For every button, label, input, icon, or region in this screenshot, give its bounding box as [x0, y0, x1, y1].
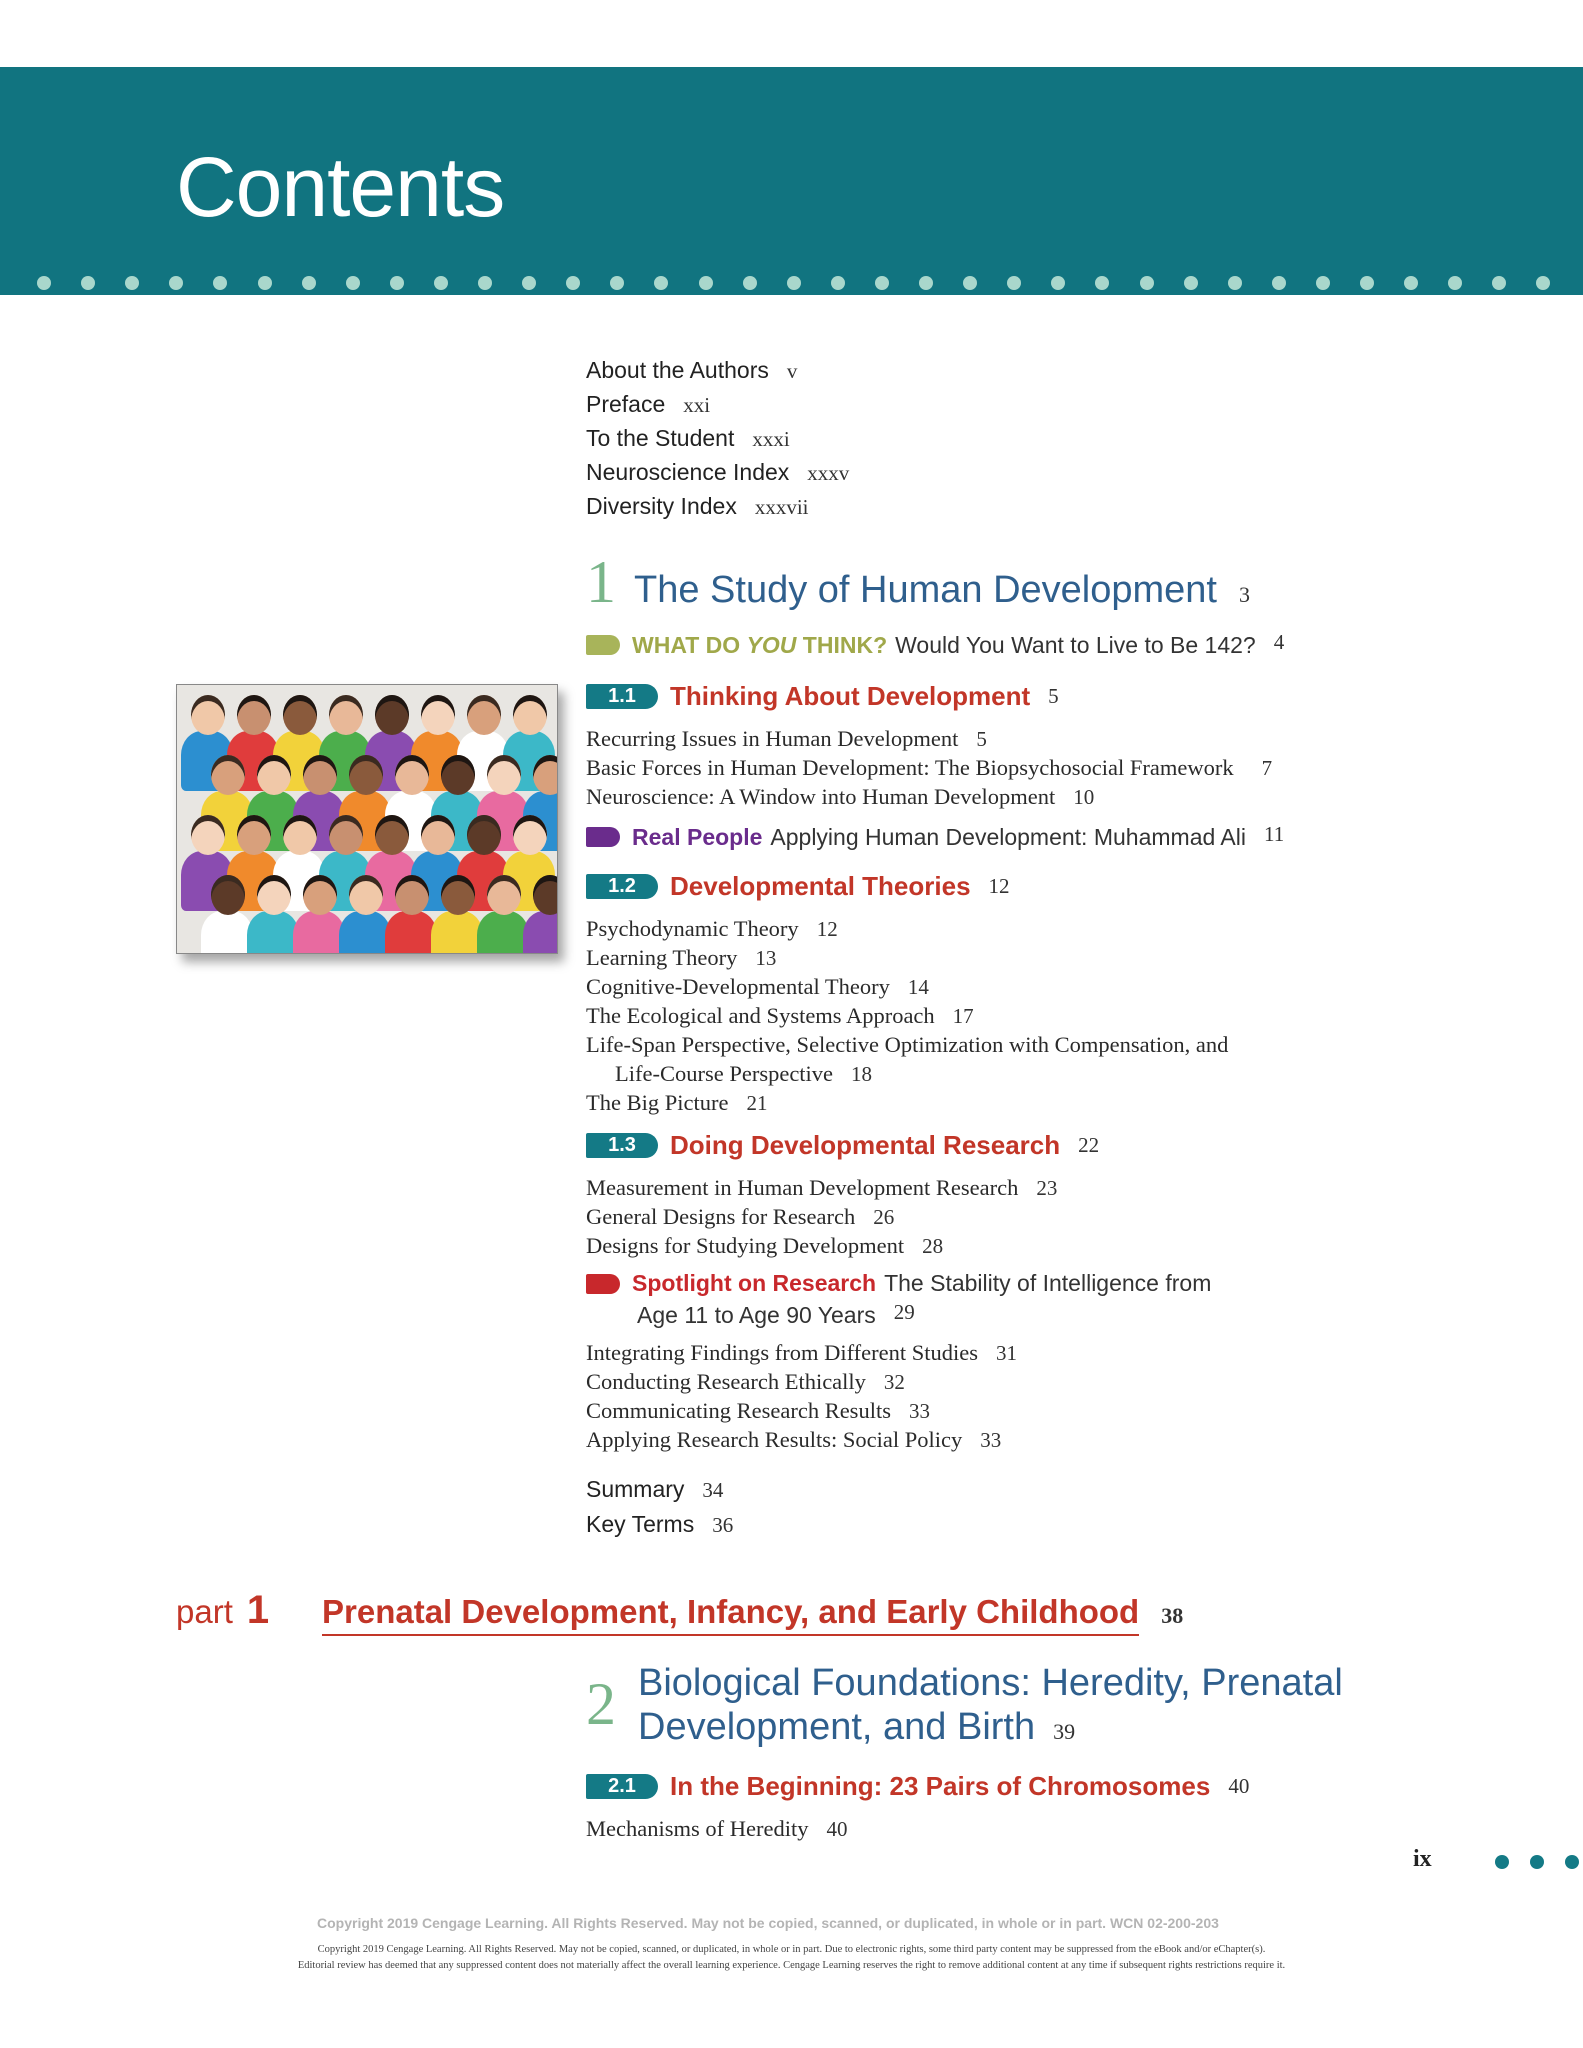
section-badge: 1.1 [586, 684, 658, 709]
toc-entry[interactable] [586, 425, 790, 452]
entry-page: 17 [952, 1004, 974, 1028]
toc-entry[interactable] [586, 1090, 767, 1116]
entry-label: The Big Picture [586, 1090, 729, 1115]
section-page: 22 [1078, 1133, 1100, 1157]
entry-label: Life-Span Perspective, Selective Optimization with Compensation, and [586, 1032, 1229, 1057]
photo-person-body [201, 911, 253, 954]
folio-dot [1495, 1855, 1509, 1869]
chapter-title-line1[interactable]: Biological Foundations: Heredity, Prenatal [638, 1662, 1343, 1704]
photo-person-head [441, 755, 475, 795]
photo-person-head [441, 875, 475, 915]
entry-page: v [786, 359, 798, 383]
crowd-photo [176, 684, 558, 954]
photo-person-head [329, 695, 363, 735]
copyright-footnote-line: Copyright 2019 Cengage Learning. All Rights Reserved. May not be copied, scanned, or duplicated, in whole or in part. Due to electronic rights, some third party content may be suppressed from the eBook and/or eChapter(s). [317, 1944, 1266, 1955]
photo-person-body [431, 911, 483, 954]
entry-label: Summary [586, 1476, 685, 1502]
section-badge: 2.1 [586, 1774, 658, 1799]
feature-page: 11 [1263, 822, 1285, 846]
photo-person-head [211, 875, 245, 915]
page-title: Contents [176, 140, 505, 234]
feature-tag-icon [586, 1274, 620, 1294]
entry-label: Learning Theory [586, 945, 738, 970]
photo-person-body [523, 911, 558, 954]
entry-label: Integrating Findings from Different Studies [586, 1340, 979, 1365]
banner-dot [654, 276, 668, 290]
toc-entry[interactable] [586, 1340, 1017, 1366]
entry-page: xxxi [752, 427, 790, 451]
toc-entry[interactable] [586, 945, 776, 971]
banner-dot [125, 276, 139, 290]
banner-dot [919, 276, 933, 290]
entry-label: Basic Forces in Human Development: The Biopsychosocial Framework [586, 755, 1234, 780]
photo-person-head [257, 875, 291, 915]
banner-dot [610, 276, 624, 290]
chapter-1-heading[interactable] [586, 548, 1250, 617]
banner-dot [1051, 276, 1065, 290]
banner-dot [522, 276, 536, 290]
section-title: Doing Developmental Research [670, 1130, 1061, 1160]
banner-dot [81, 276, 95, 290]
banner-dot [1140, 276, 1154, 290]
banner-dot [346, 276, 360, 290]
entry-page: 32 [883, 1370, 905, 1394]
part-1-heading[interactable] [176, 1588, 269, 1633]
part-page: 38 [1161, 1603, 1184, 1628]
photo-person-head [513, 815, 547, 855]
section-title: Developmental Theories [670, 871, 971, 901]
entry-page: xxi [683, 393, 711, 417]
photo-person-head [513, 695, 547, 735]
what-do-you-think-feature[interactable] [586, 630, 1284, 659]
entry-label: Mechanisms of Heredity [586, 1816, 809, 1841]
banner-dot [831, 276, 845, 290]
part-label: part [176, 1593, 233, 1630]
part-1-title-row[interactable] [322, 1593, 1183, 1631]
feature-label: THINK? [796, 631, 888, 658]
chapter-number: 1 [586, 549, 616, 615]
photo-person-head [329, 815, 363, 855]
chapter-title-line2: Development, and Birth [638, 1706, 1036, 1748]
photo-person-head [421, 815, 455, 855]
section-title: Thinking About Development [670, 681, 1031, 711]
toc-entry[interactable] [586, 459, 849, 486]
photo-person-head [395, 875, 429, 915]
entry-page: 10 [1073, 785, 1095, 809]
banner-dot [875, 276, 889, 290]
banner-dot [1492, 276, 1506, 290]
banner-dot [390, 276, 404, 290]
entry-label: Communicating Research Results [586, 1398, 891, 1423]
photo-person-head [237, 815, 271, 855]
photo-person-body [477, 911, 529, 954]
photo-person-head [257, 755, 291, 795]
entry-page: 21 [746, 1091, 768, 1115]
banner-dot [302, 276, 316, 290]
copyright-notice: Copyright 2019 Cengage Learning. All Rights Reserved. May not be copied, scanned, or duplicated, in whole or in part. WCN 02-200-203 [317, 1915, 1219, 1931]
entry-page: 7 [1261, 756, 1273, 780]
contents-banner [0, 67, 1583, 295]
part-number: 1 [246, 1588, 270, 1632]
toc-entry-continuation[interactable] [615, 1061, 872, 1087]
entry-page: 18 [851, 1062, 873, 1086]
feature-page: 4 [1273, 630, 1285, 654]
toc-entry[interactable] [586, 1816, 847, 1842]
toc-entry[interactable] [586, 1003, 974, 1029]
feature-tag-icon [586, 635, 620, 655]
toc-entry[interactable] [586, 1369, 905, 1395]
banner-dot [1316, 276, 1330, 290]
toc-entry[interactable] [586, 357, 797, 384]
feature-label: WHAT DO [632, 631, 747, 658]
entry-page: 23 [1036, 1176, 1058, 1200]
feature-label-emphasis: YOU [746, 631, 797, 658]
section-badge: 1.2 [586, 874, 658, 899]
photo-person-body [247, 911, 299, 954]
entry-label: Preface [586, 391, 666, 417]
toc-entry[interactable] [586, 974, 929, 1000]
photo-person-head [283, 815, 317, 855]
section-badge: 1.3 [586, 1133, 658, 1158]
entry-label: Recurring Issues in Human Development [586, 726, 959, 751]
photo-person-head [349, 755, 383, 795]
entry-page: xxxv [807, 461, 850, 485]
folio-dot [1530, 1855, 1544, 1869]
toc-entry[interactable] [586, 391, 710, 418]
banner-dot [1184, 276, 1198, 290]
banner-dot [1007, 276, 1021, 290]
feature-label: Real People [632, 823, 763, 850]
entry-page: 13 [755, 946, 777, 970]
toc-entry[interactable] [586, 784, 1094, 810]
toc-entry[interactable] [586, 1398, 930, 1424]
entry-label: To the Student [586, 425, 735, 451]
chapter-number: 2 [586, 1671, 616, 1737]
photo-person-head [467, 815, 501, 855]
feature-text: Would You Want to Live to Be 142? [895, 631, 1256, 658]
banner-dot [1536, 276, 1550, 290]
banner-dot [1404, 276, 1418, 290]
entry-label: Psychodynamic Theory [586, 916, 799, 941]
chapter-title: The Study of Human Development [634, 569, 1217, 611]
section-1-3[interactable] [586, 1130, 1099, 1161]
copyright-footnote-line: Editorial review has deemed that any suppressed content does not materially affect the overall learning experience. Cengage Learning reserves the right to remove additional content at any time if subsequent rights restrictions require it. [297, 1960, 1286, 1971]
toc-entry[interactable] [586, 916, 838, 942]
entry-page: xxxvii [754, 495, 809, 519]
banner-dot [1448, 276, 1462, 290]
entry-label: The Ecological and Systems Approach [586, 1003, 935, 1028]
photo-person-head [237, 695, 271, 735]
entry-label: Diversity Index [586, 493, 737, 519]
photo-person-head [283, 695, 317, 735]
entry-page: 12 [816, 917, 838, 941]
photo-person-head [375, 695, 409, 735]
banner-dot [37, 276, 51, 290]
page-folio: ix [1413, 1846, 1432, 1872]
section-page: 40 [1228, 1774, 1250, 1798]
spotlight-feature-continuation[interactable] [637, 1300, 915, 1329]
part-title: Prenatal Development, Infancy, and Early Childhood [322, 1593, 1139, 1636]
entry-label: Key Terms [586, 1511, 695, 1537]
banner-dot [434, 276, 448, 290]
entry-label: Measurement in Human Development Research [586, 1175, 1019, 1200]
toc-entry[interactable] [586, 755, 1272, 781]
toc-entry[interactable] [586, 1204, 894, 1230]
entry-page: 31 [996, 1341, 1018, 1365]
banner-dot [1095, 276, 1109, 290]
toc-entry[interactable] [586, 1175, 1057, 1201]
real-people-feature[interactable] [586, 822, 1284, 851]
photo-person-head [303, 875, 337, 915]
toc-entry[interactable] [586, 1511, 733, 1538]
photo-person-head [349, 875, 383, 915]
section-1-2[interactable] [586, 871, 1010, 902]
photo-person-head [191, 695, 225, 735]
banner-dot [963, 276, 977, 290]
toc-entry[interactable] [586, 493, 809, 520]
banner-dot [1272, 276, 1286, 290]
entry-label: Applying Research Results: Social Policy [586, 1427, 963, 1452]
entry-label: Life-Course Perspective [615, 1061, 834, 1086]
banner-dot [1228, 276, 1242, 290]
photo-person-head [467, 695, 501, 735]
chapter-2-title-line2[interactable] [638, 1706, 1075, 1749]
banner-dot [258, 276, 272, 290]
photo-person-head [395, 755, 429, 795]
entry-label: Cognitive-Developmental Theory [586, 974, 890, 999]
section-page: 12 [988, 874, 1010, 898]
entry-page: 14 [907, 975, 929, 999]
toc-entry[interactable] [586, 1233, 943, 1259]
entry-label: Neuroscience Index [586, 459, 790, 485]
banner-dot [1360, 276, 1374, 290]
feature-text: Applying Human Development: Muhammad Ali [770, 823, 1246, 850]
photo-person-head [375, 815, 409, 855]
entry-label: Neuroscience: A Window into Human Development [586, 784, 1056, 809]
banner-dot [213, 276, 227, 290]
feature-page: 29 [893, 1300, 915, 1324]
banner-dot-row [0, 276, 1583, 290]
spotlight-feature[interactable] [586, 1270, 1211, 1297]
entry-label: General Designs for Research [586, 1204, 856, 1229]
chapter-page: 39 [1053, 1719, 1076, 1744]
feature-tag-icon [586, 827, 620, 847]
entry-label: Designs for Studying Development [586, 1233, 905, 1258]
banner-dot [743, 276, 757, 290]
entry-label: Conducting Research Ethically [586, 1369, 866, 1394]
banner-dot [787, 276, 801, 290]
photo-person-head [211, 755, 245, 795]
entry-page: 26 [873, 1205, 895, 1229]
banner-dot [169, 276, 183, 290]
entry-label: About the Authors [586, 357, 769, 383]
toc-entry[interactable] [586, 1427, 1001, 1453]
folio-dot [1565, 1855, 1579, 1869]
photo-person-body [293, 911, 345, 954]
photo-person-body [339, 911, 391, 954]
photo-person-head [191, 815, 225, 855]
photo-person-head [487, 875, 521, 915]
toc-entry[interactable] [586, 1032, 1228, 1058]
chapter-page: 3 [1238, 582, 1250, 607]
feature-text: Age 11 to Age 90 Years [637, 1301, 876, 1328]
entry-page: 33 [980, 1428, 1002, 1452]
section-title: In the Beginning: 23 Pairs of Chromosomes [670, 1771, 1211, 1801]
photo-person-body [385, 911, 437, 954]
feature-label: Spotlight on Research [632, 1270, 877, 1296]
section-1-1[interactable] [586, 681, 1059, 712]
toc-entry[interactable] [586, 726, 987, 752]
section-page: 5 [1048, 684, 1059, 708]
entry-page: 36 [712, 1513, 734, 1537]
banner-dot [566, 276, 580, 290]
entry-page: 40 [826, 1817, 848, 1841]
entry-page: 5 [976, 727, 987, 751]
feature-text: The Stability of Intelligence from [884, 1270, 1212, 1296]
toc-entry[interactable] [586, 1476, 723, 1503]
entry-page: 34 [702, 1478, 724, 1502]
photo-person-head [421, 695, 455, 735]
entry-page: 33 [908, 1399, 930, 1423]
section-2-1[interactable] [586, 1771, 1249, 1802]
photo-person-head [303, 755, 337, 795]
photo-person-head [487, 755, 521, 795]
banner-dot [478, 276, 492, 290]
banner-dot [699, 276, 713, 290]
entry-page: 28 [922, 1234, 944, 1258]
